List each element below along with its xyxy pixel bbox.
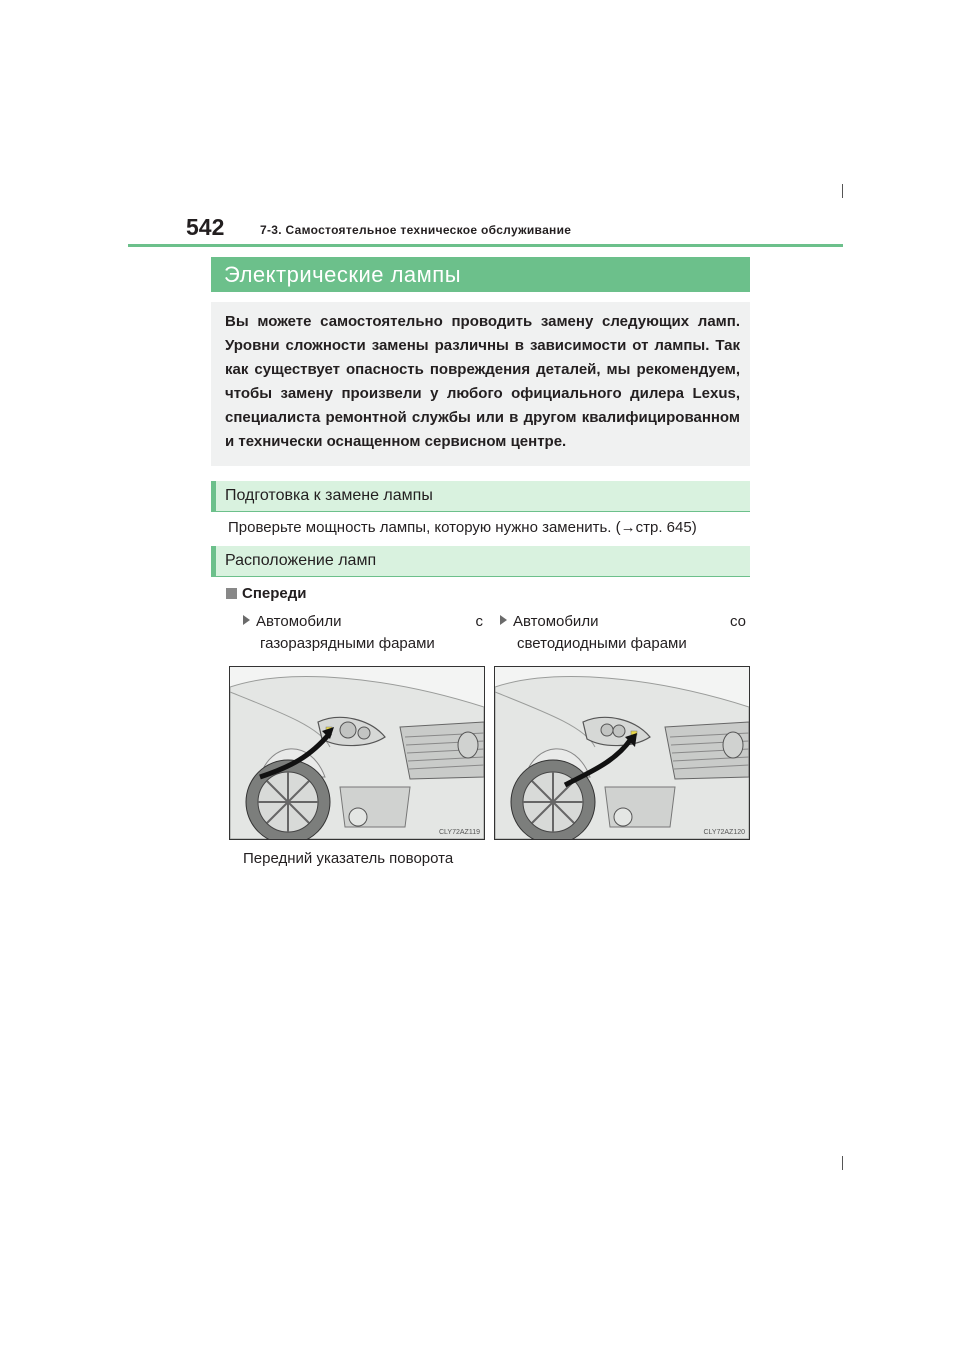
page-number: 542 (186, 214, 225, 240)
location-heading: Расположение ламп (211, 546, 750, 577)
header-rule (128, 244, 843, 247)
figure-led-headlight (494, 666, 750, 840)
crop-mark-top (842, 184, 843, 198)
car-front-illustration-icon (495, 667, 749, 839)
column-left-text (243, 611, 483, 655)
triangle-bullet-icon (243, 615, 250, 625)
preparation-text: Проверьте мощность лампы, которую нужно заменить. (→стр. 645) (228, 519, 697, 536)
figure-caption: Передний указатель поворота (243, 850, 454, 867)
car-front-illustration-icon (230, 667, 484, 839)
column-right-text (500, 611, 746, 655)
crop-mark-bottom (842, 1156, 843, 1170)
front-label (226, 583, 306, 605)
main-heading: Электрические лампы (211, 257, 750, 292)
column-right-line1: Автомобили со (513, 613, 746, 630)
figure-code: CLY72AZ119 (439, 829, 480, 836)
intro-box: Вы можете самостоятельно проводить замену следующих ламп. Уровни сложности замены различны в зависимости от лампы. Так как существует опасность повреждения деталей, мы рекомендуем, чтобы замену произвели у любого официального дилера Lexus, специалиста ремонтной службы или в другом квалифицированном и технически оснащенном сервисном центре. (211, 302, 750, 466)
figure-xenon-headlight (229, 666, 485, 840)
column-left-line2: газоразрядными фарами (260, 635, 435, 652)
figure-code: CLY72AZ120 (703, 829, 745, 836)
square-bullet-icon (226, 588, 237, 599)
preparation-heading: Подготовка к замене лампы (211, 481, 750, 512)
column-left-line1: Автомобили с (256, 613, 483, 630)
section-title: 7-3. Самостоятельное техническое обслуживание (260, 223, 572, 237)
triangle-bullet-icon (500, 615, 507, 625)
front-label-text: Спереди (242, 585, 307, 602)
column-right-line2: светодиодными фарами (517, 635, 687, 652)
